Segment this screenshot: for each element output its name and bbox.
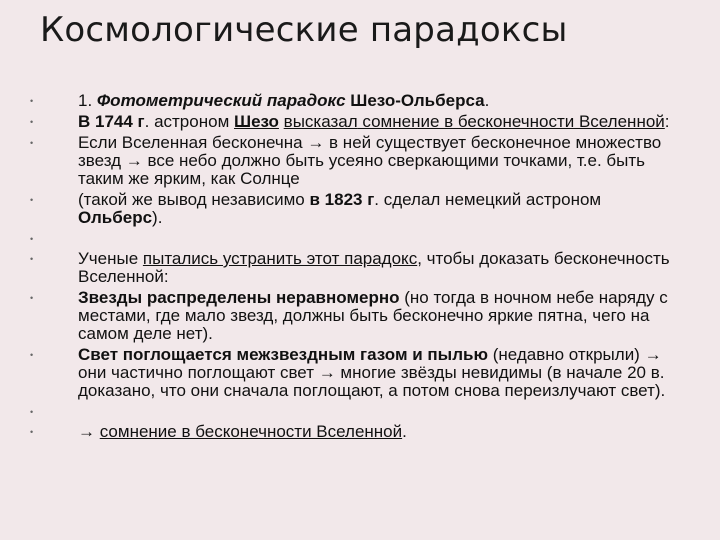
text-fragment: (такой же вывод независимо <box>78 190 310 209</box>
bullet-list <box>28 92 678 444</box>
list-item-text <box>78 423 678 441</box>
bullet-icon: • <box>30 427 34 437</box>
bullet-icon: • <box>30 350 34 360</box>
bullet-icon: • <box>30 117 34 127</box>
text-fragment: Ученые <box>78 249 143 268</box>
text-fragment: (недавно открыли) → они частично поглощают свет → многие звёзды невидимы (в начале 20 в. доказано, что они сначала поглощают, а потом снова переизлучают свет). <box>78 345 666 400</box>
list-item-text <box>78 289 678 343</box>
list-item <box>28 92 678 110</box>
list-item <box>28 134 678 188</box>
slide-title: Космологические парадоксы <box>40 10 568 50</box>
list-item-text <box>78 191 678 227</box>
arrow-glyph: → <box>78 422 100 441</box>
list-item-text <box>78 113 678 131</box>
list-item <box>28 250 678 286</box>
paradox-name: Фотометрический парадокс <box>96 91 346 110</box>
bullet-icon: • <box>30 407 34 417</box>
text-fragment: высказал <box>283 112 358 131</box>
bullet-icon: • <box>30 293 34 303</box>
list-item <box>28 346 678 400</box>
list-item-text <box>78 250 678 286</box>
olbers-name: Ольберс <box>78 208 153 227</box>
list-item <box>28 289 678 343</box>
list-item-text <box>78 230 678 248</box>
conclusion-text: сомнение в бесконечности Вселенной <box>99 422 403 441</box>
text-fragment: . <box>402 422 407 441</box>
cheseaux-name: Шезо <box>233 112 279 131</box>
list-item-empty <box>28 230 678 248</box>
text-fragment: Звезды распределены неравномерно <box>78 288 400 307</box>
list-item-text <box>78 403 678 421</box>
text-fragment: : <box>664 112 670 131</box>
list-item <box>28 113 678 131</box>
year-1744: В 1744 г <box>78 112 145 131</box>
text-fragment: (но тогда в ночном небе наряду с местами, где мало звезд, должны быть бесконечно яркие пятна, чего на самом деле нет). <box>78 288 668 343</box>
text-fragment: . <box>484 91 490 110</box>
text-fragment: Свет поглощается межзвездным газом и пылью <box>78 345 488 364</box>
bullet-icon: • <box>30 234 34 244</box>
list-item-text <box>78 346 678 400</box>
list-item <box>28 423 678 441</box>
text-fragment: . астроном <box>144 112 234 131</box>
year-1823: в 1823 г <box>309 190 375 209</box>
list-item-empty <box>28 403 678 421</box>
text-fragment: пытались устранить этот парадокс <box>142 249 418 268</box>
list-item-text <box>78 92 678 110</box>
bullet-icon: • <box>30 195 34 205</box>
list-item-text: Если Вселенная бесконечна → в ней существует бесконечное множество звезд → все небо должно быть усеяно сверкающими точками, т.е. быть таким же ярким, как Солнце <box>78 133 662 188</box>
item-number: 1. <box>78 91 97 110</box>
bullet-icon: • <box>30 254 34 264</box>
text-fragment: , чтобы доказать бесконечность Вселенной: <box>78 249 670 286</box>
list-item <box>28 191 678 227</box>
bullet-icon: • <box>30 138 34 148</box>
paradox-authors: Шезо-Ольберса <box>345 91 485 110</box>
text-fragment: сомнение в бесконечности Вселенной <box>357 112 665 131</box>
text-fragment: . сделал немецкий астроном <box>374 190 602 209</box>
text-fragment: ). <box>152 208 163 227</box>
bullet-icon: • <box>30 96 34 106</box>
